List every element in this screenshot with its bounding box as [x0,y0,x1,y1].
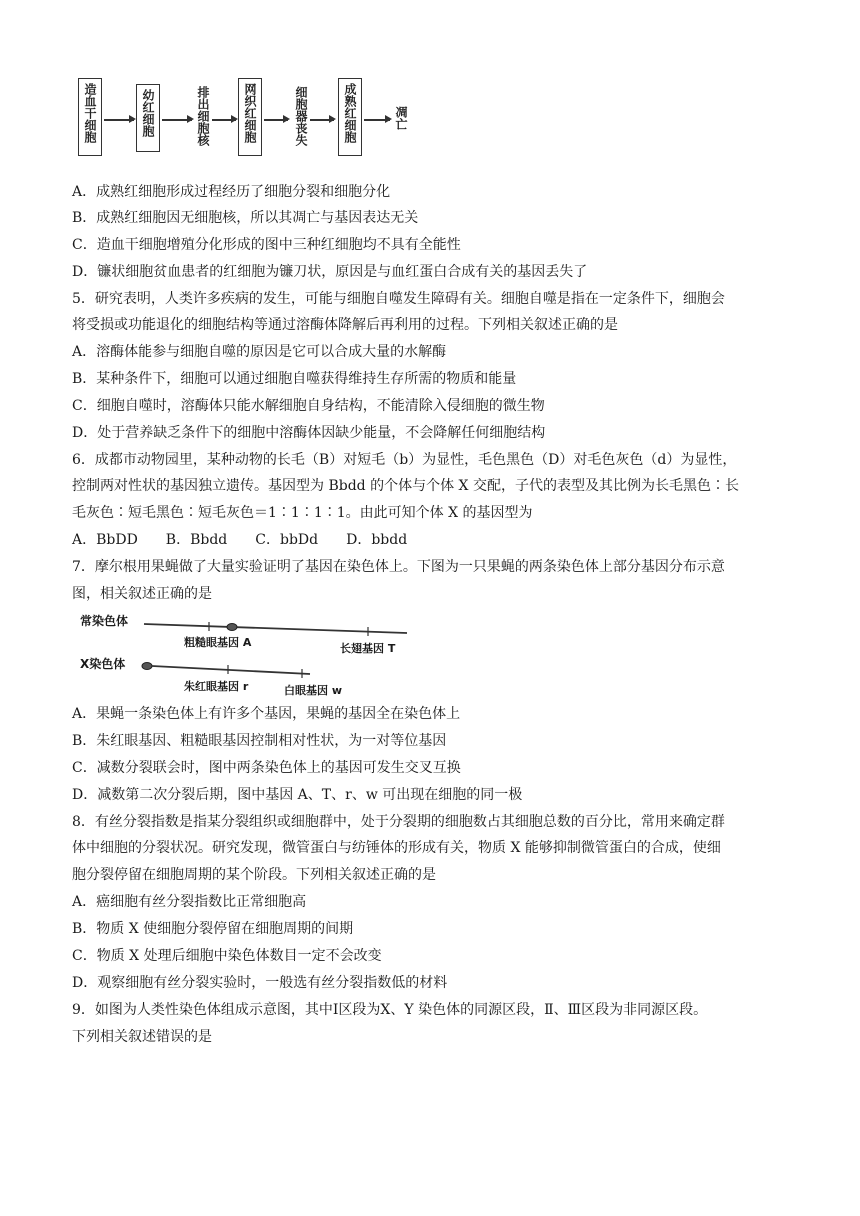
red-cell-flowchart [78,76,418,166]
x-chromosome-label: X染色体 [80,657,126,671]
box-mature-red-cell [338,78,362,156]
q6-stem-line: 6．成都市动物园里，某种动物的长毛（B）对短毛（b）为显性，毛色黑色（D）对毛色灰色（d）为显性， [72,452,737,468]
arrow [364,119,390,121]
step-label: 凋亡 [394,106,408,130]
gene-t-label: 长翅基因 T [340,642,396,655]
gene-w-label: 白眼基因 w [284,684,342,697]
arrow [104,119,134,121]
q8-stem-line: 8．有丝分裂指数是指某分裂组织或细胞群中，处于分裂期的细胞数占其细胞总数的百分比，常用来确定群 [72,814,725,830]
q4-option-d: D．镰状细胞贫血患者的红细胞为镰刀状，原因是与血红蛋白合成有关的基因丢失了 [72,264,588,280]
box-label: 造血干细胞 [83,83,97,143]
box-hematopoietic-stem-cell [78,78,102,156]
q8-option-a: A．癌细胞有丝分裂指数比正常细胞高 [72,894,307,910]
q7-option-a: A．果蝇一条染色体上有许多个基因，果蝇的基因全在染色体上 [72,706,461,722]
q7-stem-line: 图，相关叙述正确的是 [72,586,212,602]
arrow [212,119,236,121]
q5-option-d: D．处于营养缺乏条件下的细胞中溶酶体因缺少能量，不会降解任何细胞结构 [72,425,546,441]
q6-stem-line: 毛灰色∶短毛黑色∶短毛灰色＝1∶1∶1∶1。由此可知个体 X 的基因型为 [72,505,533,521]
q6-stem-line: 控制两对性状的基因独立遗传。基因型为 Bbdd 的个体与个体 X 交配，子代的表型及其比例为长毛黑色∶长 [72,478,739,494]
box-erythroblast [136,84,160,152]
q5-stem-line: 将受损或功能退化的细胞结构等通过溶酶体降解后再利用的过程。下列相关叙述正确的是 [72,317,618,333]
q6-options: A．BbDD B．Bbdd C．bbDd D．bbdd [72,532,408,548]
x-chromosome-line [152,666,310,674]
q8-stem-line: 体中细胞的分裂状况。研究发现，微管蛋白与纺锤体的形成有关，物质 X 能够抑制微管蛋白的合成，使细 [72,840,721,856]
q9-stem-line: 下列相关叙述错误的是 [72,1029,212,1045]
q7-stem-line: 7．摩尔根用果蝇做了大量实验证明了基因在染色体上。下图为一只果蝇的两条染色体上部分基因分布示意 [72,559,725,575]
box-reticulocyte [238,78,262,156]
q9-stem-line: 9．如图为人类性染色体组成示意图，其中Ⅰ区段为X、Y 染色体的同源区段，Ⅱ、Ⅲ区段为非同源区段。 [72,1002,708,1018]
q7-option-b: B．朱红眼基因、粗糙眼基因控制相对性状，为一对等位基因 [72,733,447,749]
step-label: 细胞器丧失 [294,86,308,146]
q5-option-a: A．溶酶体能参与细胞自噬的原因是它可以合成大量的水解酶 [72,344,447,360]
box-label: 成熟红细胞 [343,83,357,143]
autosome-label: 常染色体 [80,614,129,628]
q7-option-d: D．减数第二次分裂后期，图中基因 A、T、r、w 可出现在细胞的同一极 [72,787,523,803]
q4-option-a: A．成熟红细胞形成过程经历了细胞分裂和细胞分化 [72,184,391,200]
step-label: 排出细胞核 [196,86,210,146]
arrow [264,119,288,121]
x-centromere [142,663,152,670]
q4-option-c: C．造血干细胞增殖分化形成的图中三种红细胞均不具有全能性 [72,237,461,253]
box-label: 幼红细胞 [141,89,155,137]
arrow [310,119,334,121]
q7-option-c: C．减数分裂联会时，图中两条染色体上的基因可发生交叉互换 [72,760,461,776]
q8-option-b: B．物质 X 使细胞分裂停留在细胞周期的间期 [72,921,354,937]
autosome-centromere [227,624,237,631]
arrow [162,119,192,121]
q8-stem-line: 胞分裂停留在细胞周期的某个阶段。下列相关叙述正确的是 [72,867,436,883]
q4-option-b: B．成熟红细胞因无细胞核，所以其凋亡与基因表达无关 [72,210,419,226]
q5-stem-line: 5．研究表明，人类许多疾病的发生，可能与细胞自噬发生障碍有关。细胞自噬是指在一定条件下，细胞会 [72,291,725,307]
q5-option-b: B．某种条件下，细胞可以通过细胞自噬获得维持生存所需的物质和能量 [72,371,517,387]
box-label: 网织红细胞 [243,83,257,143]
q5-option-c: C．细胞自噬时，溶酶体只能水解细胞自身结构，不能清除入侵细胞的微生物 [72,398,545,414]
chromosome-figure [72,612,412,702]
q8-option-d: D．观察细胞有丝分裂实验时，一般选有丝分裂指数低的材料 [72,975,448,991]
gene-r-label: 朱红眼基因 r [184,680,249,693]
gene-a-label: 粗糙眼基因 A [184,636,252,649]
q8-option-c: C．物质 X 处理后细胞中染色体数目一定不会改变 [72,948,382,964]
